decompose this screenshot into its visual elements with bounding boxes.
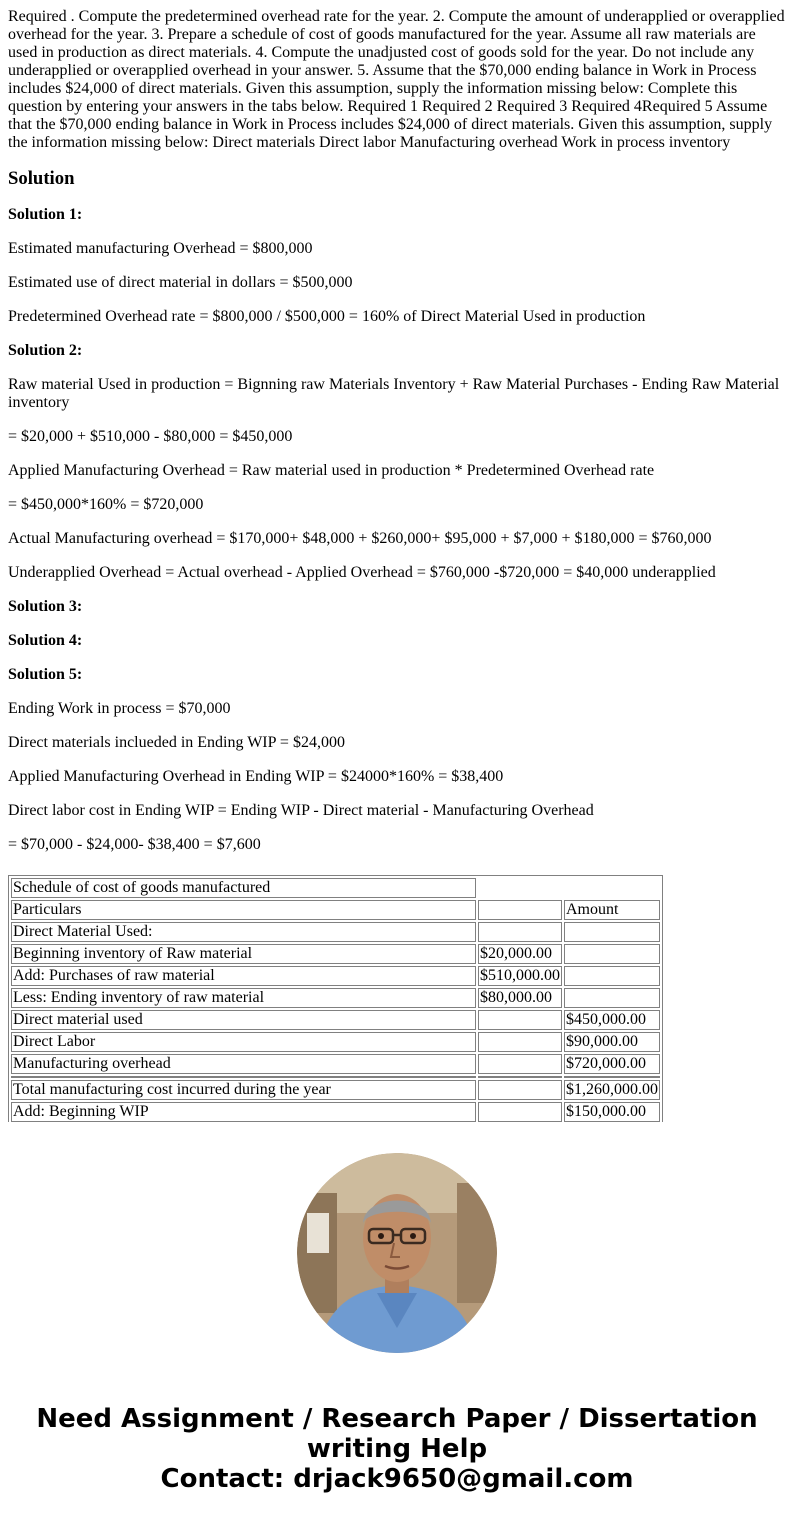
table-cell xyxy=(564,988,660,1008)
solution-heading: Solution xyxy=(8,168,75,189)
table-header-row xyxy=(11,900,660,920)
solution-5-line: Ending Work in process = $70,000 xyxy=(8,700,231,717)
table-header-cell xyxy=(478,900,562,920)
table-cell xyxy=(478,1010,562,1030)
table-cell xyxy=(564,922,660,942)
table-cell: Direct Material Used: xyxy=(11,922,476,942)
document-body xyxy=(8,8,786,870)
solution-2-line: Underapplied Overhead = Actual overhead - Applied Overhead = $760,000 -$720,000 = $40,000 underapplied xyxy=(8,564,716,581)
solution-1-heading: Solution 1: xyxy=(8,206,83,223)
solution-3-heading: Solution 3: xyxy=(8,598,83,615)
table-cell: $510,000.00 xyxy=(480,967,560,984)
solution-5-line: Direct materials inclueded in Ending WIP = $24,000 xyxy=(8,734,345,751)
table-title-row xyxy=(11,878,660,898)
promo-footer xyxy=(0,1404,794,1494)
table-row xyxy=(11,1102,660,1122)
solution-2-heading: Solution 2: xyxy=(8,342,83,359)
solution-2-line: = $450,000*160% = $720,000 xyxy=(8,496,204,513)
solution-2-line: Actual Manufacturing overhead = $170,000+ $48,000 + $260,000+ $95,000 + $7,000 + $180,000 = $760,000 xyxy=(8,530,712,547)
footer-line: Need Assignment / Research Paper / Dissertation xyxy=(36,1404,758,1434)
solution-5-heading: Solution 5: xyxy=(8,666,83,683)
table-cell xyxy=(478,1102,562,1122)
table-spacer-row xyxy=(11,1076,660,1078)
table-cell: $720,000.00 xyxy=(564,1054,660,1074)
table-row xyxy=(11,1054,660,1074)
table-row xyxy=(11,1032,660,1052)
table-spacer-cell xyxy=(11,1076,476,1078)
table-spacer-cell xyxy=(564,1076,660,1078)
table-spacer-cell xyxy=(478,1076,562,1078)
table-cell: $450,000.00 xyxy=(564,1010,660,1030)
solution-5-line: Applied Manufacturing Overhead in Ending WIP = $24000*160% = $38,400 xyxy=(8,768,504,785)
solution-2-line: Raw material Used in production = Bignning raw Materials Inventory + Raw Material Purchases - Ending Raw Material inventory xyxy=(8,376,780,411)
table-row xyxy=(11,1010,660,1030)
table-cell xyxy=(478,1032,562,1052)
table-cell: $1,260,000.00 xyxy=(566,1081,658,1098)
table-cell: Add: Purchases of raw material xyxy=(11,966,476,986)
table-cell: $150,000.00 xyxy=(564,1102,660,1122)
table-title: Schedule of cost of goods manufactured xyxy=(11,878,476,898)
cogm-schedule-table xyxy=(8,875,663,1122)
table-cell: Less: Ending inventory of raw material xyxy=(11,988,476,1008)
author-avatar xyxy=(297,1153,497,1353)
solution-2-line: = $20,000 + $510,000 - $80,000 = $450,000 xyxy=(8,428,293,445)
question-text: Required . Compute the predetermined overhead rate for the year. 2. Compute the amount of underapplied or overapplied overhead for the year. 3. Prepare a schedule of cost of goods manufactured for the year. Assume all raw materials are used in production as direct materials. 4. Compute the unadjusted cost of goods sold for the year. Do not include any underapplied or overapplied overhead in your answer. 5. Assume that the $70,000 ending balance in Work in Process includes $24,000 of direct materials. Given this assumption, supply the information missing below: Complete this question by entering your answers in the tabs below. Required 1 Required 2 Required 3 Required 4Required 5 Assume that the $70,000 ending balance in Work in Process includes $24,000 of direct materials. Given this assumption, supply the information missing below: Direct materials Direct labor Manufacturing overhead Work in process inventory xyxy=(8,8,785,151)
solution-1-line: Estimated manufacturing Overhead = $800,000 xyxy=(8,240,313,257)
table-cell: Manufacturing overhead xyxy=(11,1054,476,1074)
table-cell xyxy=(478,1080,562,1100)
table-cell: Direct material used xyxy=(11,1010,476,1030)
table-cell: $90,000.00 xyxy=(564,1032,660,1052)
footer-line: writing Help xyxy=(306,1434,488,1464)
table-row xyxy=(11,988,660,1008)
table-cell: Add: Beginning WIP xyxy=(11,1102,476,1122)
table-header-cell: Particulars xyxy=(11,900,476,920)
table-cell: Total manufacturing cost incurred during the year xyxy=(11,1080,476,1100)
table-cell xyxy=(478,1054,562,1074)
solution-4-heading: Solution 4: xyxy=(8,632,83,649)
table-row xyxy=(11,922,660,942)
solution-5-line: Direct labor cost in Ending WIP = Ending WIP - Direct material - Manufacturing Overhead xyxy=(8,802,594,819)
solution-2-line: Applied Manufacturing Overhead = Raw material used in production * Predetermined Overhead rate xyxy=(8,462,655,479)
footer-contact: Contact: drjack9650@gmail.com xyxy=(160,1464,634,1494)
table-cell: Direct Labor xyxy=(11,1032,476,1052)
table-row xyxy=(11,966,660,986)
table-cell: $80,000.00 xyxy=(478,988,562,1008)
table-row xyxy=(11,1080,660,1100)
solution-1-line: Estimated use of direct material in dollars = $500,000 xyxy=(8,274,353,291)
table-header-cell: Amount xyxy=(564,900,660,920)
table-cell: Beginning inventory of Raw material xyxy=(11,944,476,964)
solution-1-line: Predetermined Overhead rate = $800,000 / $500,000 = 160% of Direct Material Used in production xyxy=(8,308,646,325)
author-portrait-image xyxy=(297,1153,497,1353)
table-cell: $20,000.00 xyxy=(478,944,562,964)
solution-5-line: = $70,000 - $24,000- $38,400 = $7,600 xyxy=(8,836,261,853)
table-cell xyxy=(564,966,660,986)
table-cell xyxy=(478,922,562,942)
table-cell xyxy=(564,944,660,964)
table-row xyxy=(11,944,660,964)
